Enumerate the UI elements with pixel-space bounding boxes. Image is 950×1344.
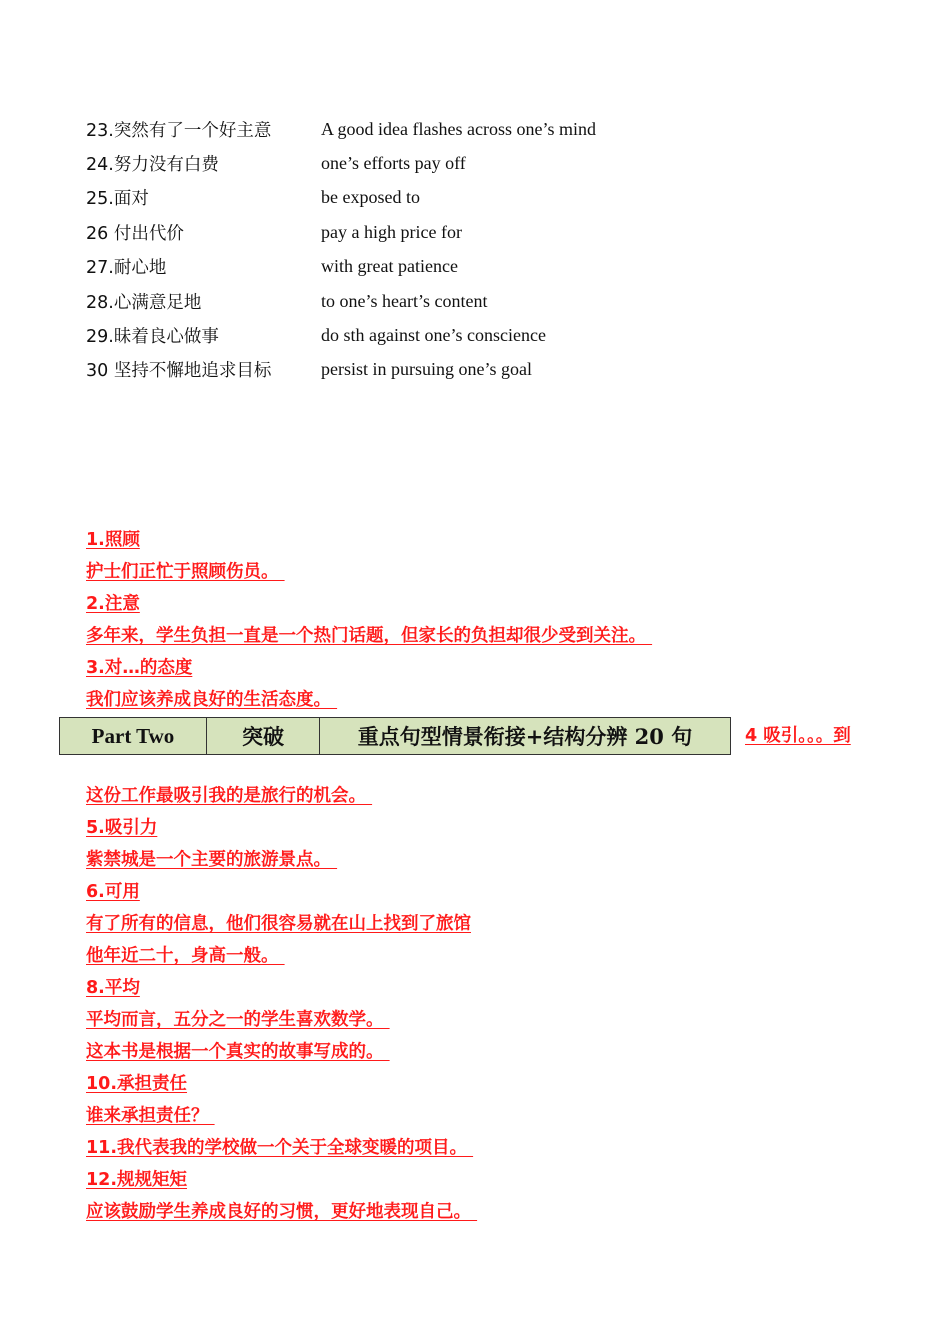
section-title: 重点句型情景衔接+结构分辨 20 句 bbox=[320, 718, 731, 755]
phrase-heading: 1.照顾 bbox=[86, 530, 140, 550]
phrase-heading: 2.注意 bbox=[86, 594, 140, 614]
example-sentence: 护士们正忙于照顾伤员。 bbox=[86, 562, 285, 582]
example-sentence: 紫禁城是一个主要的旅游景点。 bbox=[86, 850, 338, 870]
vocab-en: one’s efforts pay off bbox=[321, 153, 466, 174]
example-sentence: 他年近二十，身高一般。 bbox=[86, 946, 285, 966]
vocab-zh: 28.心满意足地 bbox=[86, 292, 202, 313]
vocab-row bbox=[86, 284, 706, 318]
vocab-row bbox=[86, 353, 706, 387]
example-sentence: 有了所有的信息，他们很容易就在山上找到了旅馆 bbox=[86, 914, 471, 934]
vocab-en: persist in pursuing one’s goal bbox=[321, 359, 532, 380]
phrase-heading: 8.平均 bbox=[86, 978, 140, 998]
example-sentence: 这份工作最吸引我的是旅行的机会。 bbox=[86, 786, 373, 806]
example-sentence: 平均而言，五分之一的学生喜欢数学。 bbox=[86, 1010, 390, 1030]
vocab-row bbox=[86, 250, 706, 284]
part-two-banner bbox=[59, 717, 731, 755]
vocab-row bbox=[86, 215, 706, 249]
phrase-heading: 11.我代表我的学校做一个关于全球变暖的项目。 bbox=[86, 1138, 474, 1158]
vocab-list bbox=[86, 112, 706, 387]
vocab-row bbox=[86, 146, 706, 180]
vocab-en: A good idea flashes across one’s mind bbox=[321, 118, 596, 139]
side-note: 4 吸引。。。到 bbox=[745, 726, 851, 746]
vocab-zh: 25.面对 bbox=[86, 189, 149, 210]
vocab-row bbox=[86, 181, 706, 215]
breakthrough-label: 突破 bbox=[207, 718, 320, 755]
example-sentence: 我们应该养成良好的生活态度。 bbox=[86, 690, 338, 710]
vocab-en: to one’s heart’s content bbox=[321, 290, 488, 311]
example-sentence: 这本书是根据一个真实的故事写成的。 bbox=[86, 1042, 390, 1062]
vocab-zh: 29.昧着良心做事 bbox=[86, 327, 219, 348]
vocab-en: with great patience bbox=[321, 256, 458, 277]
example-sentence: 谁来承担责任？ bbox=[86, 1106, 215, 1126]
phrase-heading: 6.可用 bbox=[86, 882, 140, 902]
phrase-heading: 3.对…的态度 bbox=[86, 658, 193, 678]
vocab-en: be exposed to bbox=[321, 187, 420, 208]
phrase-heading: 10.承担责任 bbox=[86, 1074, 188, 1094]
vocab-row bbox=[86, 318, 706, 352]
vocab-zh: 24.努力没有白费 bbox=[86, 155, 219, 176]
vocab-en: pay a high price for bbox=[321, 221, 462, 242]
vocab-zh: 23.突然有了一个好主意 bbox=[86, 120, 272, 141]
vocab-zh: 27.耐心地 bbox=[86, 258, 167, 279]
vocab-row bbox=[86, 112, 706, 146]
vocab-zh: 30 坚持不懈地追求目标 bbox=[86, 361, 272, 382]
vocab-zh: 26 付出代价 bbox=[86, 223, 184, 244]
example-sentence: 应该鼓励学生养成良好的习惯，更好地表现自己。 bbox=[86, 1202, 478, 1222]
phrase-heading: 12.规规矩矩 bbox=[86, 1170, 188, 1190]
part-label: Part Two bbox=[60, 718, 207, 755]
phrase-heading: 5.吸引力 bbox=[86, 818, 158, 838]
vocab-en: do sth against one’s conscience bbox=[321, 325, 546, 346]
example-sentence: 多年来，学生负担一直是一个热门话题，但家长的负担却很少受到关注。 bbox=[86, 626, 653, 646]
